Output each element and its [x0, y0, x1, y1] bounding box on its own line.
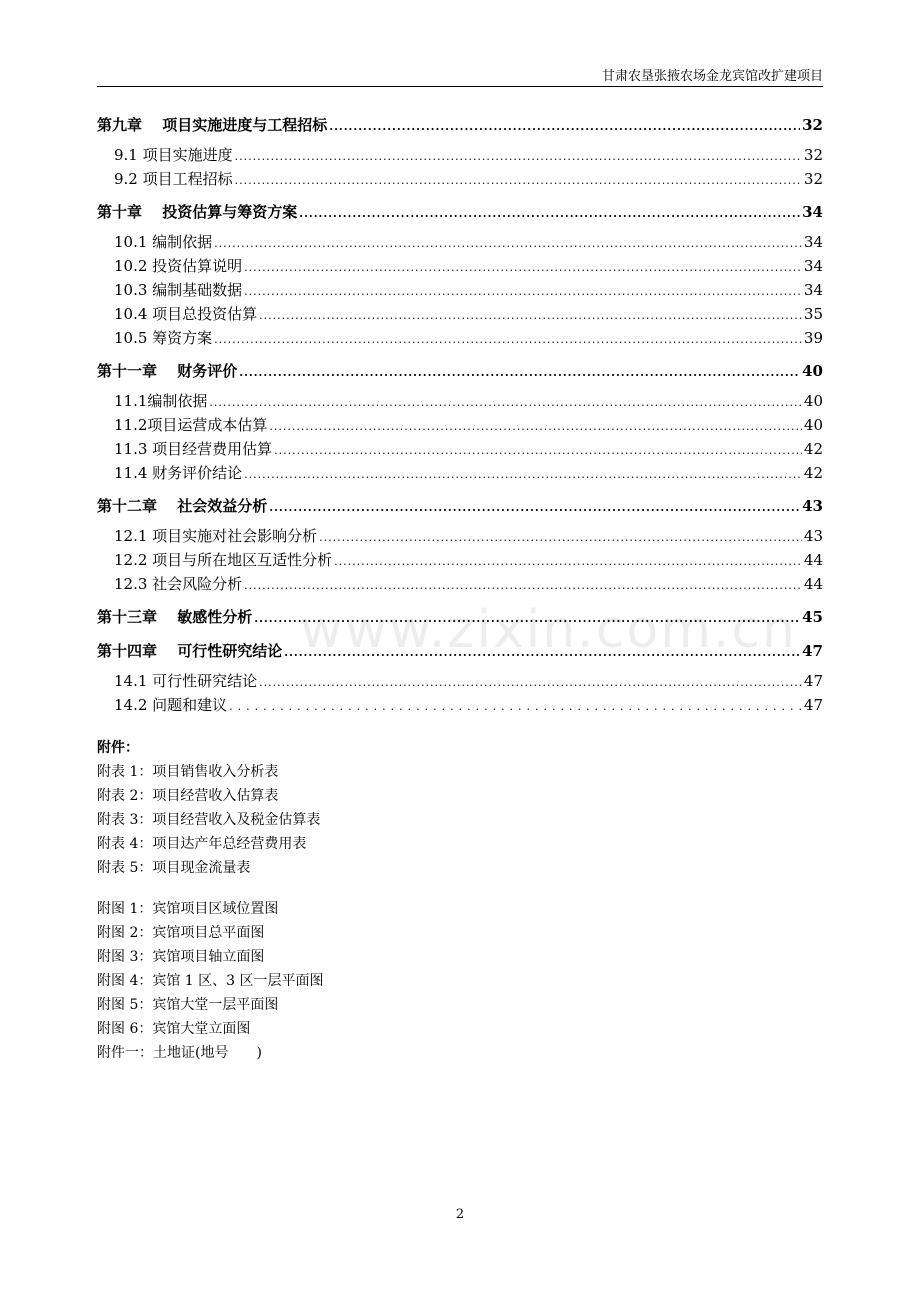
dot-leader — [319, 526, 802, 550]
toc-label: 11.2项目运营成本估算 — [114, 416, 268, 434]
toc-label: 10.3 编制基础数据 — [114, 281, 243, 299]
toc-page: 44 — [803, 551, 823, 569]
list-item[interactable]: 附图 5：宾馆大堂一层平面图 — [97, 997, 279, 1013]
toc-section-10-4[interactable] — [97, 302, 823, 326]
toc-page: 42 — [803, 440, 823, 458]
dot-leader — [229, 695, 802, 719]
toc-section-11-4[interactable] — [97, 461, 823, 485]
toc-chapter-9[interactable] — [97, 112, 823, 138]
dot-leader — [334, 550, 802, 574]
toc-label: 10.2 投资估算说明 — [114, 257, 243, 275]
dot-leader — [214, 232, 802, 256]
dot-leader — [235, 169, 802, 193]
toc-section-10-5[interactable] — [97, 326, 823, 350]
page-header — [97, 64, 823, 87]
toc-section-11-1[interactable] — [97, 389, 823, 413]
toc-section-10-3[interactable] — [97, 278, 823, 302]
toc-label: 9.1 项目实施进度 — [114, 146, 233, 164]
toc-label: 第十四章 可行性研究结论 — [97, 642, 283, 660]
toc-label: 14.2 问题和建议 — [114, 696, 228, 714]
toc-label: 第十一章 财务评价 — [97, 362, 238, 380]
dot-leader — [244, 256, 802, 280]
toc-page: 39 — [803, 329, 823, 347]
list-item[interactable]: 附图 6：宾馆大堂立面图 — [97, 1021, 251, 1037]
toc-page: 32 — [803, 170, 823, 188]
toc-section-14-1[interactable] — [97, 669, 823, 693]
toc-page: 47 — [803, 672, 823, 690]
attached-figures-list — [97, 897, 324, 1065]
toc-page: 40 — [803, 392, 823, 410]
toc-chapter-12[interactable] — [97, 493, 823, 519]
dot-leader — [235, 145, 802, 169]
toc-page: 40 — [802, 362, 823, 380]
toc-page: 42 — [803, 464, 823, 482]
toc-label: 第十二章 社会效益分析 — [97, 497, 268, 515]
toc-page: 47 — [803, 696, 823, 714]
attachments-heading: 附件： — [97, 740, 139, 756]
toc-label: 11.1编制依据 — [114, 392, 208, 410]
list-item[interactable]: 附表 5：项目现金流量表 — [97, 860, 251, 876]
toc-label: 第十章 投资估算与筹资方案 — [97, 203, 298, 221]
toc-label: 10.1 编制依据 — [114, 233, 213, 251]
list-item[interactable]: 附表 2：项目经营收入估算表 — [97, 788, 279, 804]
toc-page: 47 — [802, 642, 823, 660]
toc-section-10-2[interactable] — [97, 254, 823, 278]
toc-label: 12.1 项目实施对社会影响分析 — [114, 527, 318, 545]
toc-section-12-3[interactable] — [97, 572, 823, 596]
dot-leader — [259, 671, 802, 695]
toc-page: 34 — [802, 203, 823, 221]
attached-tables-list — [97, 760, 320, 880]
dot-leader — [274, 439, 802, 463]
toc-page: 34 — [803, 233, 823, 251]
toc-chapter-10[interactable] — [97, 199, 823, 225]
list-item[interactable]: 附表 3：项目经营收入及税金估算表 — [97, 812, 321, 828]
toc-page: 34 — [803, 257, 823, 275]
dot-leader — [244, 280, 802, 304]
toc-page: 45 — [802, 608, 823, 626]
list-item[interactable]: 附件一：土地证(地号 ) — [97, 1045, 262, 1061]
dot-leader — [244, 463, 802, 487]
toc-chapter-11[interactable] — [97, 358, 823, 384]
toc-page: 34 — [803, 281, 823, 299]
toc-label: 11.3 项目经营费用估算 — [114, 440, 273, 458]
header-title: 甘肃农垦张掖农场金龙宾馆改扩建项目 — [601, 69, 823, 84]
toc-label: 12.3 社会风险分析 — [114, 575, 243, 593]
toc-section-12-2[interactable] — [97, 548, 823, 572]
list-item[interactable]: 附表 1：项目销售收入分析表 — [97, 764, 279, 780]
list-item[interactable]: 附图 4：宾馆 1 区、3 区一层平面图 — [97, 973, 324, 989]
toc-page: 43 — [803, 527, 823, 545]
toc-label: 14.1 可行性研究结论 — [114, 672, 258, 690]
toc-section-11-3[interactable] — [97, 437, 823, 461]
list-item[interactable]: 附图 3：宾馆项目轴立面图 — [97, 949, 265, 965]
dot-leader — [269, 415, 802, 439]
toc-section-11-2[interactable] — [97, 413, 823, 437]
toc-page: 40 — [803, 416, 823, 434]
toc-label: 9.2 项目工程招标 — [114, 170, 233, 188]
dot-leader — [239, 360, 800, 386]
list-item[interactable]: 附表 4：项目达产年总经营费用表 — [97, 836, 307, 852]
dot-leader — [329, 114, 800, 140]
toc-label: 第十三章 敏感性分析 — [97, 608, 253, 626]
toc-label: 10.5 筹资方案 — [114, 329, 213, 347]
list-item[interactable]: 附图 1：宾馆项目区域位置图 — [97, 901, 279, 917]
dot-leader — [259, 304, 802, 328]
toc-label: 第九章 项目实施进度与工程招标 — [97, 116, 328, 134]
toc-section-14-2[interactable] — [97, 693, 823, 717]
dot-leader — [214, 328, 802, 352]
dot-leader — [269, 495, 800, 521]
list-item[interactable]: 附图 2：宾馆项目总平面图 — [97, 925, 265, 941]
watermark: www.zixin.com.cn — [300, 600, 797, 660]
toc-section-12-1[interactable] — [97, 524, 823, 548]
toc-page: 43 — [802, 497, 823, 515]
toc-page: 32 — [803, 146, 823, 164]
toc-label: 11.4 财务评价结论 — [114, 464, 243, 482]
dot-leader — [209, 391, 802, 415]
dot-leader — [244, 574, 802, 598]
toc-page: 32 — [802, 116, 823, 134]
toc-section-10-1[interactable] — [97, 230, 823, 254]
toc-section-9-2[interactable] — [97, 167, 823, 191]
toc-label: 12.2 项目与所在地区互适性分析 — [114, 551, 333, 569]
toc-page: 35 — [803, 305, 823, 323]
toc-label: 10.4 项目总投资估算 — [114, 305, 258, 323]
toc-section-9-1[interactable] — [97, 143, 823, 167]
page-number: 2 — [455, 1207, 465, 1222]
toc-page: 44 — [803, 575, 823, 593]
dot-leader — [299, 201, 800, 227]
